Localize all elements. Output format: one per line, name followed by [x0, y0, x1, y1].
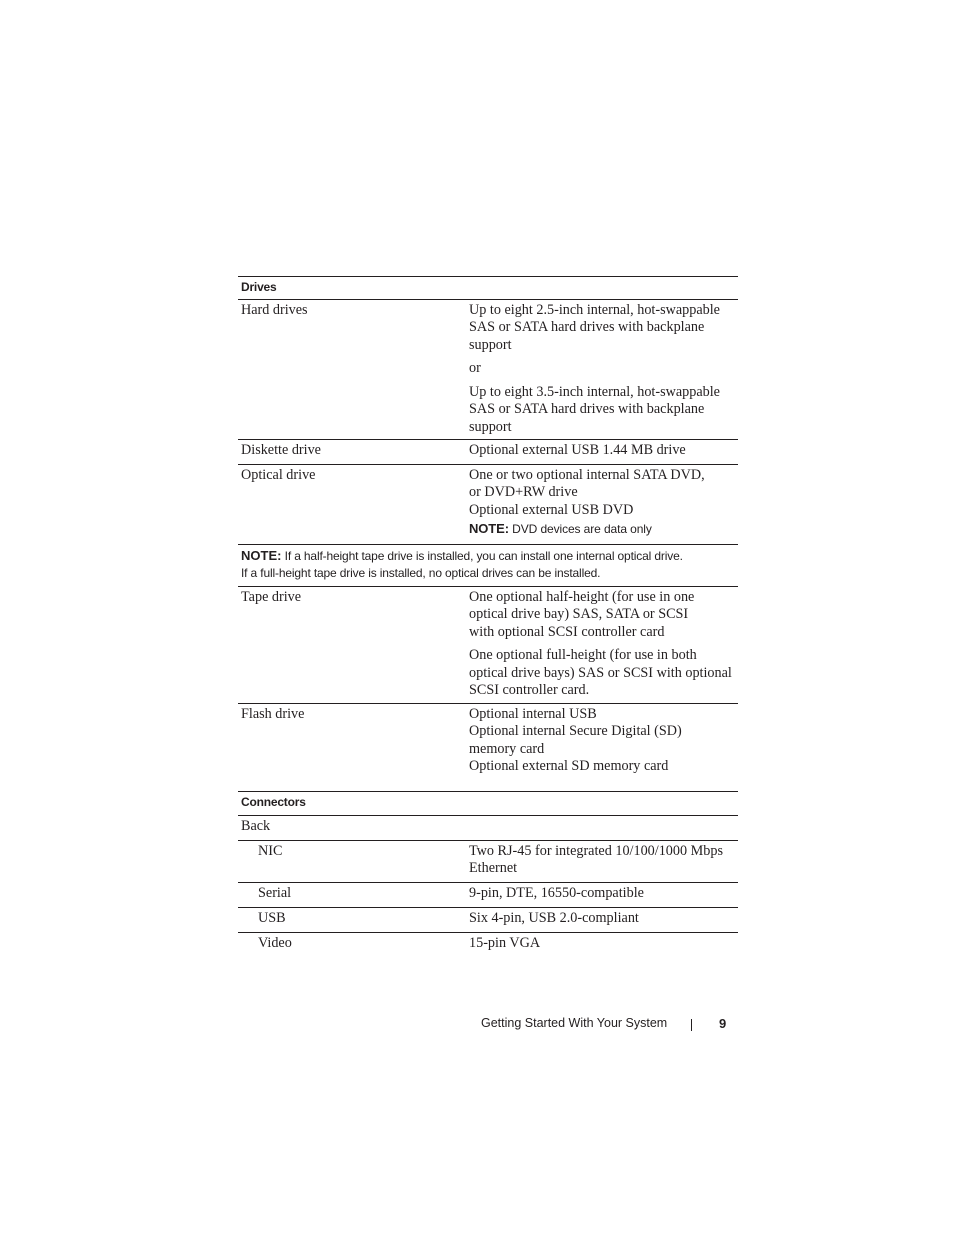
table-row-flash-drive [238, 704, 738, 791]
value-line: support [469, 418, 512, 435]
note-text: DVD devices are data only [508, 521, 652, 536]
note-line-2: If a full-height tape drive is installed, no optical drives can be installed. [241, 566, 601, 580]
row-value: Optional external USB 1.44 MB drive [469, 442, 686, 458]
page-number: 9 [719, 1016, 727, 1031]
value-line: Ethernet [469, 860, 518, 877]
row-label: Tape drive [241, 589, 302, 605]
row-value: Six 4-pin, USB 2.0-compliant [469, 910, 639, 926]
spec-table [238, 276, 738, 958]
row-label: Diskette drive [241, 442, 321, 458]
value-line: Optional internal USB [469, 706, 597, 722]
value-line: Optional external SD memory card [469, 757, 669, 774]
table-row-tape-drive [238, 587, 738, 704]
table-row-back [238, 816, 738, 841]
table-row-video [238, 933, 738, 958]
row-label: Video [258, 935, 292, 951]
row-label: Back [241, 818, 271, 834]
inline-note [469, 520, 738, 538]
value-line: SCSI controller card. [469, 681, 590, 698]
value-line: or DVD+RW drive [469, 484, 578, 501]
value-line: optical drive bay) SAS, SATA or SCSI [469, 606, 689, 623]
value-line: support [469, 336, 512, 353]
value-line: Optional external USB DVD [469, 501, 634, 518]
value-line: with optional SCSI controller card [469, 623, 665, 640]
row-value: 15-pin VGA [469, 935, 541, 951]
section-heading-drives: Drives [238, 276, 738, 300]
value-line: One optional half-height (for use in one [469, 589, 695, 605]
value-line: optical drive bays) SAS or SCSI with optional [469, 664, 732, 681]
value-line: or [469, 360, 481, 377]
value-line: One or two optional internal SATA DVD, [469, 467, 705, 483]
row-value [469, 587, 738, 703]
row-value [469, 704, 738, 791]
table-row-serial [238, 883, 738, 908]
value-line: SAS or SATA hard drives with backplane [469, 401, 705, 418]
row-label: Flash drive [241, 706, 305, 722]
row-value [469, 841, 738, 882]
note-tape-optical [238, 545, 738, 587]
footer-separator [691, 1019, 692, 1031]
row-label: Hard drives [241, 302, 308, 318]
value-line: Up to eight 2.5-inch internal, hot-swappable [469, 302, 720, 318]
table-row-hard-drives [238, 300, 738, 440]
value-line: Up to eight 3.5-inch internal, hot-swappable [469, 384, 720, 401]
table-row-diskette-drive [238, 440, 738, 465]
page-footer [481, 1015, 727, 1032]
row-value [469, 465, 738, 544]
table-row-usb [238, 908, 738, 933]
note-line-1: If a half-height tape drive is installed, you can install one internal optical drive. [281, 549, 683, 563]
row-value [469, 300, 738, 439]
footer-title: Getting Started With Your System [481, 1016, 668, 1030]
row-value: 9-pin, DTE, 16550-compatible [469, 885, 644, 901]
section-heading-connectors: Connectors [238, 791, 738, 816]
note-label: NOTE: [469, 520, 509, 536]
row-label: USB [258, 910, 286, 926]
note-label: NOTE: [241, 548, 282, 563]
value-line: Two RJ-45 for integrated 10/100/1000 Mbps [469, 843, 723, 859]
table-row-optical-drive [238, 465, 738, 545]
table-row-nic [238, 841, 738, 883]
value-line: memory card [469, 740, 545, 757]
row-label: Serial [258, 885, 292, 901]
value-line: Optional internal Secure Digital (SD) [469, 723, 682, 740]
value-line: One optional full-height (for use in both [469, 647, 697, 664]
value-line: SAS or SATA hard drives with backplane [469, 319, 705, 336]
row-label: Optical drive [241, 467, 316, 483]
row-label: NIC [258, 843, 283, 859]
